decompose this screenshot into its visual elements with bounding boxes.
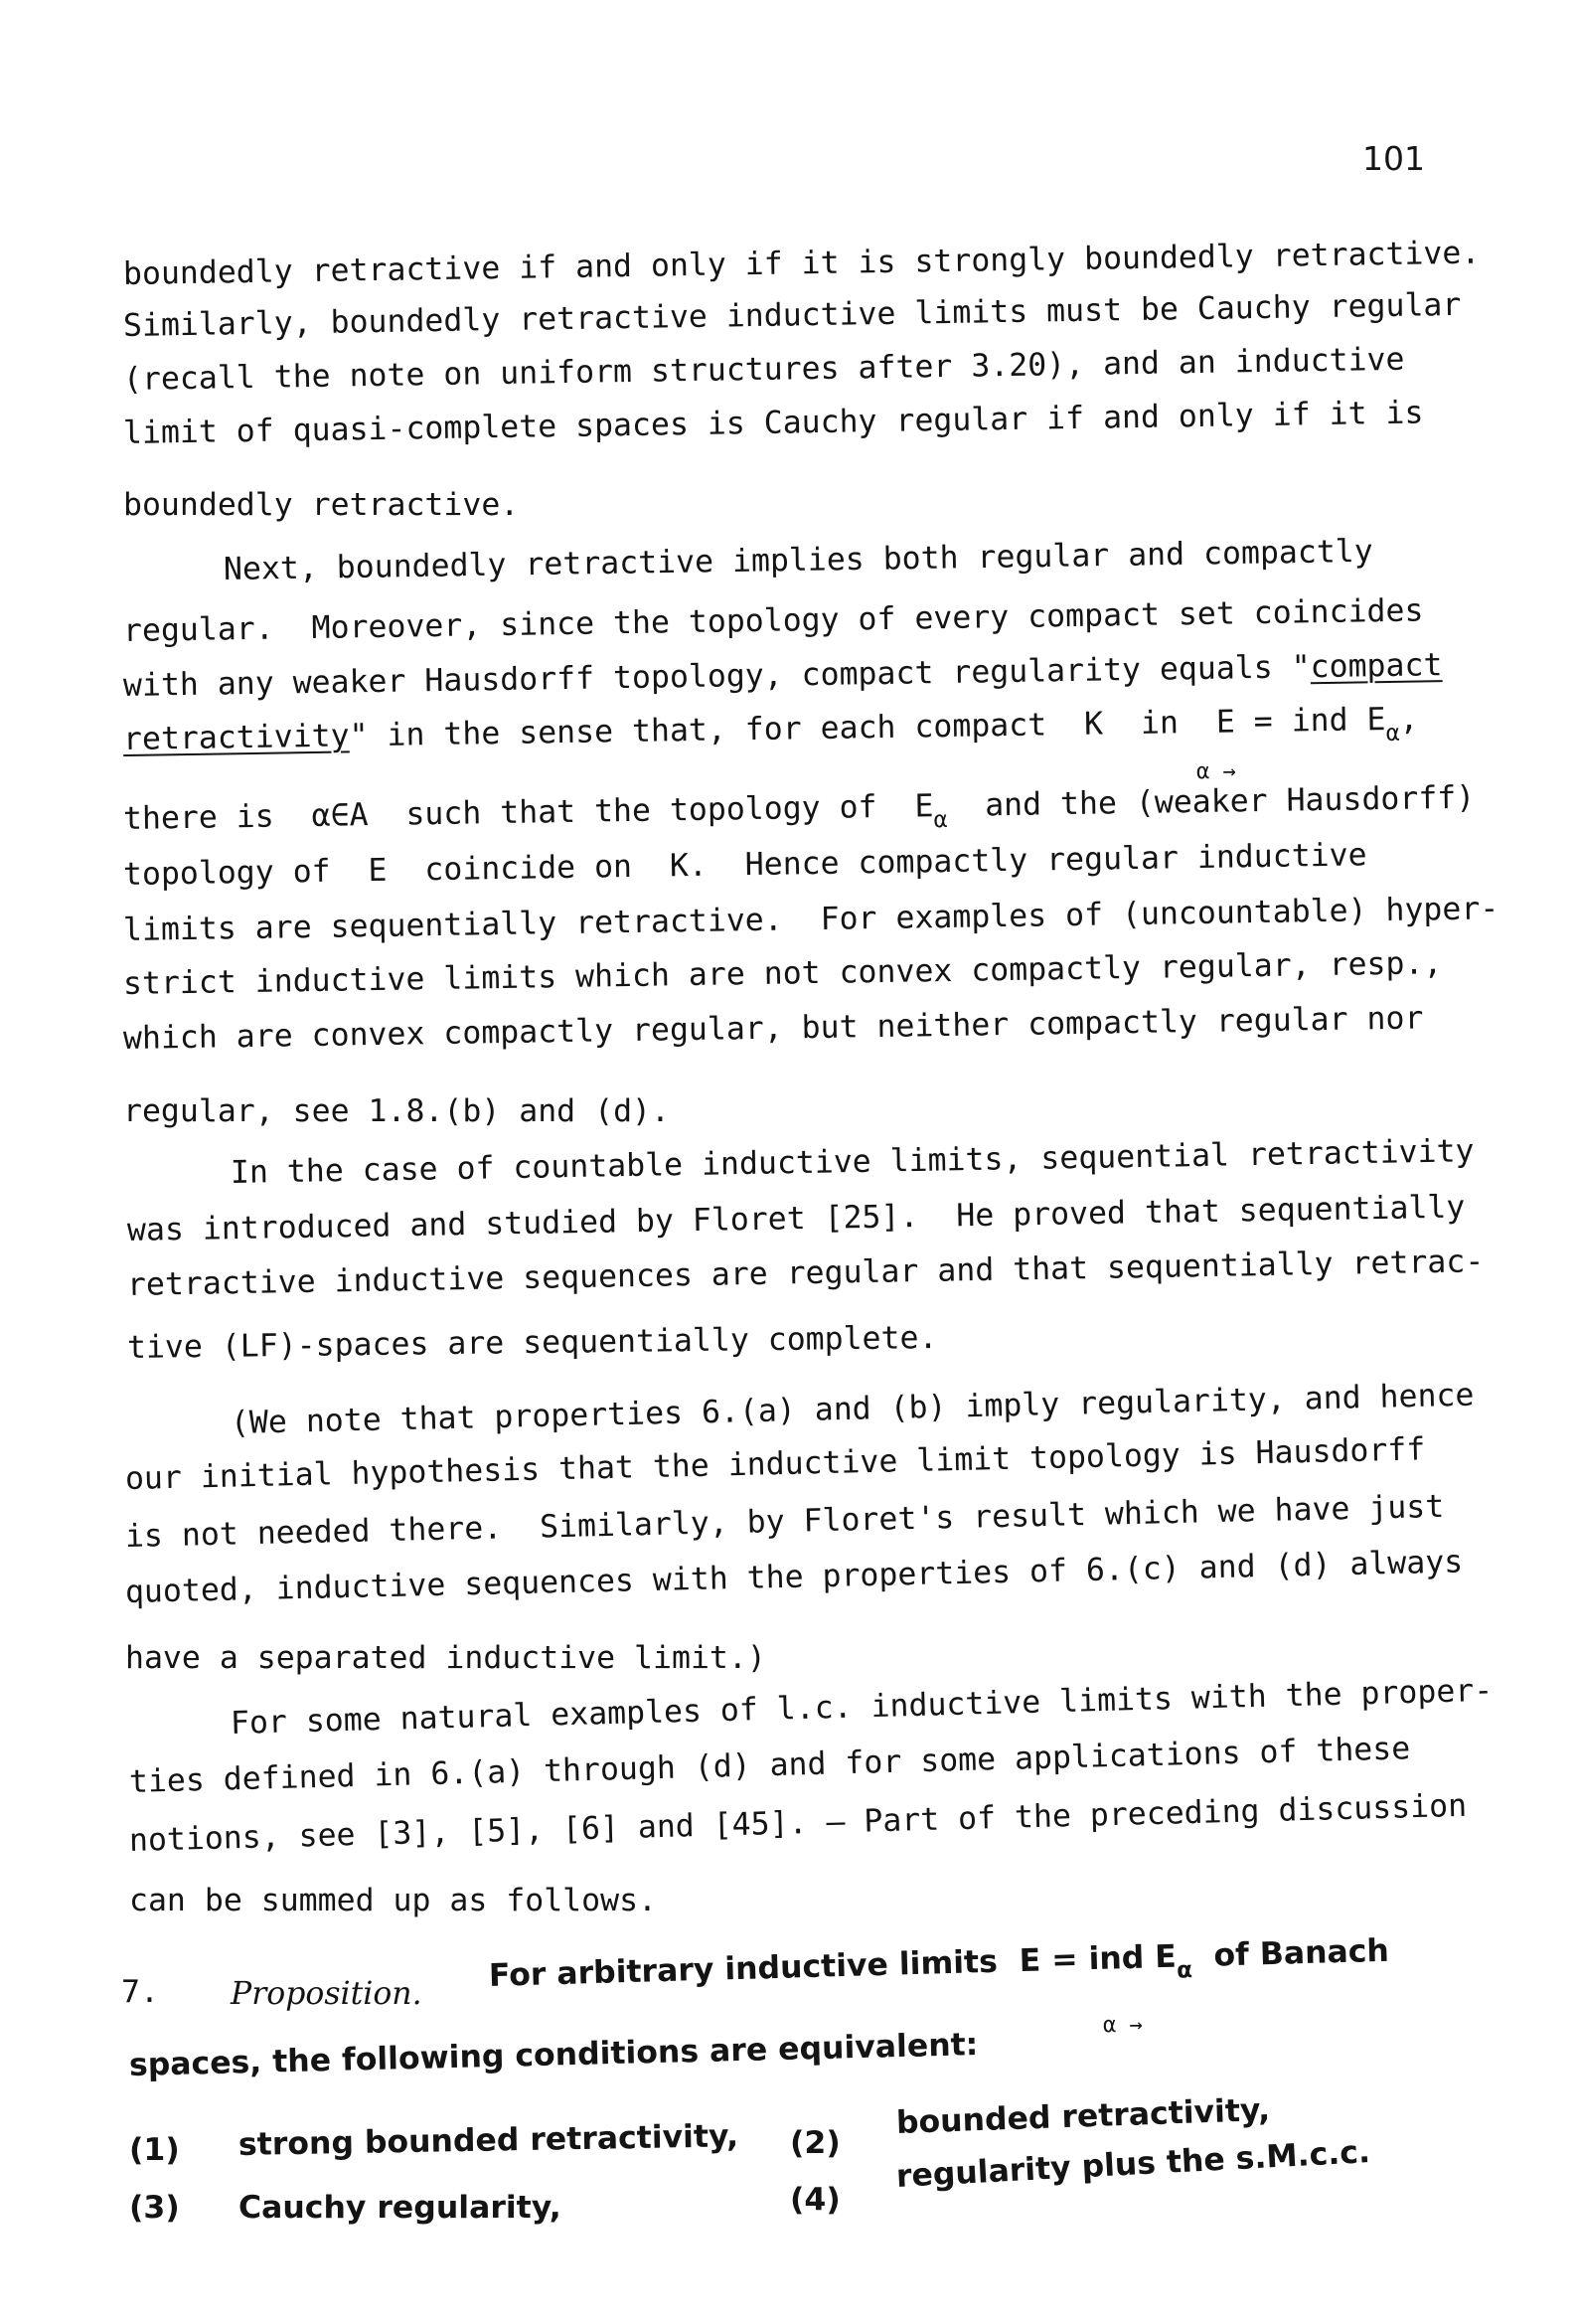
proposition-line: spaces, the following conditions are equivalent: — [128, 2027, 979, 2083]
limit-subscript: α → — [1196, 759, 1236, 784]
text-line: boundedly retractive if and only if it is strongly boundedly retractive. — [122, 235, 1481, 292]
text-line: with any weaker Hausdorff topology, compact regularity equals "compact — [122, 647, 1443, 704]
condition-number: (2) — [790, 2125, 841, 2161]
condition-number: (3) — [129, 2190, 180, 2226]
underlined-term: compact — [1310, 647, 1443, 686]
text-line: which are convex compactly regular, but neither compactly regular nor — [122, 1000, 1424, 1057]
proposition-line: For arbitrary inductive limits E = ind $E_\alpha$ of Banach — [488, 1932, 1390, 1994]
condition-text: regularity plus the s.M.c.c. — [895, 2134, 1371, 2195]
text-line: notions, see [3], [5], [6] and [45]. — Part of the preceding discussion — [128, 1787, 1468, 1859]
text-line: For some natural examples of l.c. inductive limits with the proper- — [230, 1672, 1494, 1742]
text-line: ties defined in 6.(a) through (d) and for some applications of these — [128, 1731, 1411, 1800]
text-line: tive (LF)-spaces are sequentially complete. — [126, 1320, 938, 1366]
condition-text: strong bounded retractivity, — [237, 2118, 739, 2163]
text-line: regular, see 1.8.(b) and (d). — [123, 1093, 670, 1129]
page-number: 101 — [1362, 139, 1425, 178]
text-line: retractivity" in the sense that, for each compact K in E = ind $E_\alpha$, — [122, 701, 1419, 757]
text-line: topology of E coincide on K. Hence compactly regular inductive — [122, 837, 1367, 893]
text-line: was introduced and studied by Floret [25]. He proved that sequentially — [126, 1189, 1466, 1248]
text-line: regular. Moreover, since the topology of every compact set coincides — [122, 592, 1424, 649]
condition-number: (4) — [790, 2182, 841, 2218]
text-line: boundedly retractive. — [123, 487, 520, 523]
underlined-term: retractivity — [122, 718, 350, 757]
condition-text: bounded retractivity, — [895, 2091, 1271, 2141]
proposition-number: 7. — [121, 1974, 159, 2010]
condition-number: (1) — [129, 2132, 180, 2168]
text-line: have a separated inductive limit.) — [125, 1640, 766, 1676]
text-line: strict inductive limits which are not convex compactly regular, resp., — [122, 945, 1443, 1002]
text-line: (recall the note on uniform structures after 3.20), and an inductive — [122, 341, 1405, 398]
text-line: there is α∈A such that the topology of $E_\alpha$ and the (weaker Hausdorff) — [122, 779, 1476, 837]
text-line: (We note that properties 6.(a) and (b) imply regularity, and hence — [230, 1377, 1475, 1441]
text-line: Next, boundedly retractive implies both regular and compactly — [223, 533, 1373, 587]
condition-text: Cauchy regularity, — [238, 2190, 561, 2226]
proposition-label: Proposition. — [231, 1976, 422, 2012]
text-line: can be summed up as follows. — [129, 1883, 658, 1918]
text-line: limits are sequentially retractive. For examples of (uncountable) hyper- — [122, 891, 1499, 948]
text-line: is not needed there. Similarly, by Floret's result which we have just — [124, 1488, 1445, 1555]
text-line: our initial hypothesis that the inductive limit topology is Hausdorff — [124, 1431, 1426, 1497]
text-line: retractive inductive sequences are regular and that sequentially retrac- — [126, 1244, 1485, 1303]
limit-subscript: α → — [1103, 2013, 1143, 2038]
text-line: quoted, inductive sequences with the properties of 6.(c) and (d) always — [124, 1544, 1464, 1610]
text-line: In the case of countable inductive limits, sequential retractivity — [230, 1133, 1475, 1191]
text-line: limit of quasi-complete spaces is Cauchy regular if and only if it is — [122, 395, 1424, 451]
text-line: Similarly, boundedly retractive inductive limits must be Cauchy regular — [122, 286, 1462, 344]
